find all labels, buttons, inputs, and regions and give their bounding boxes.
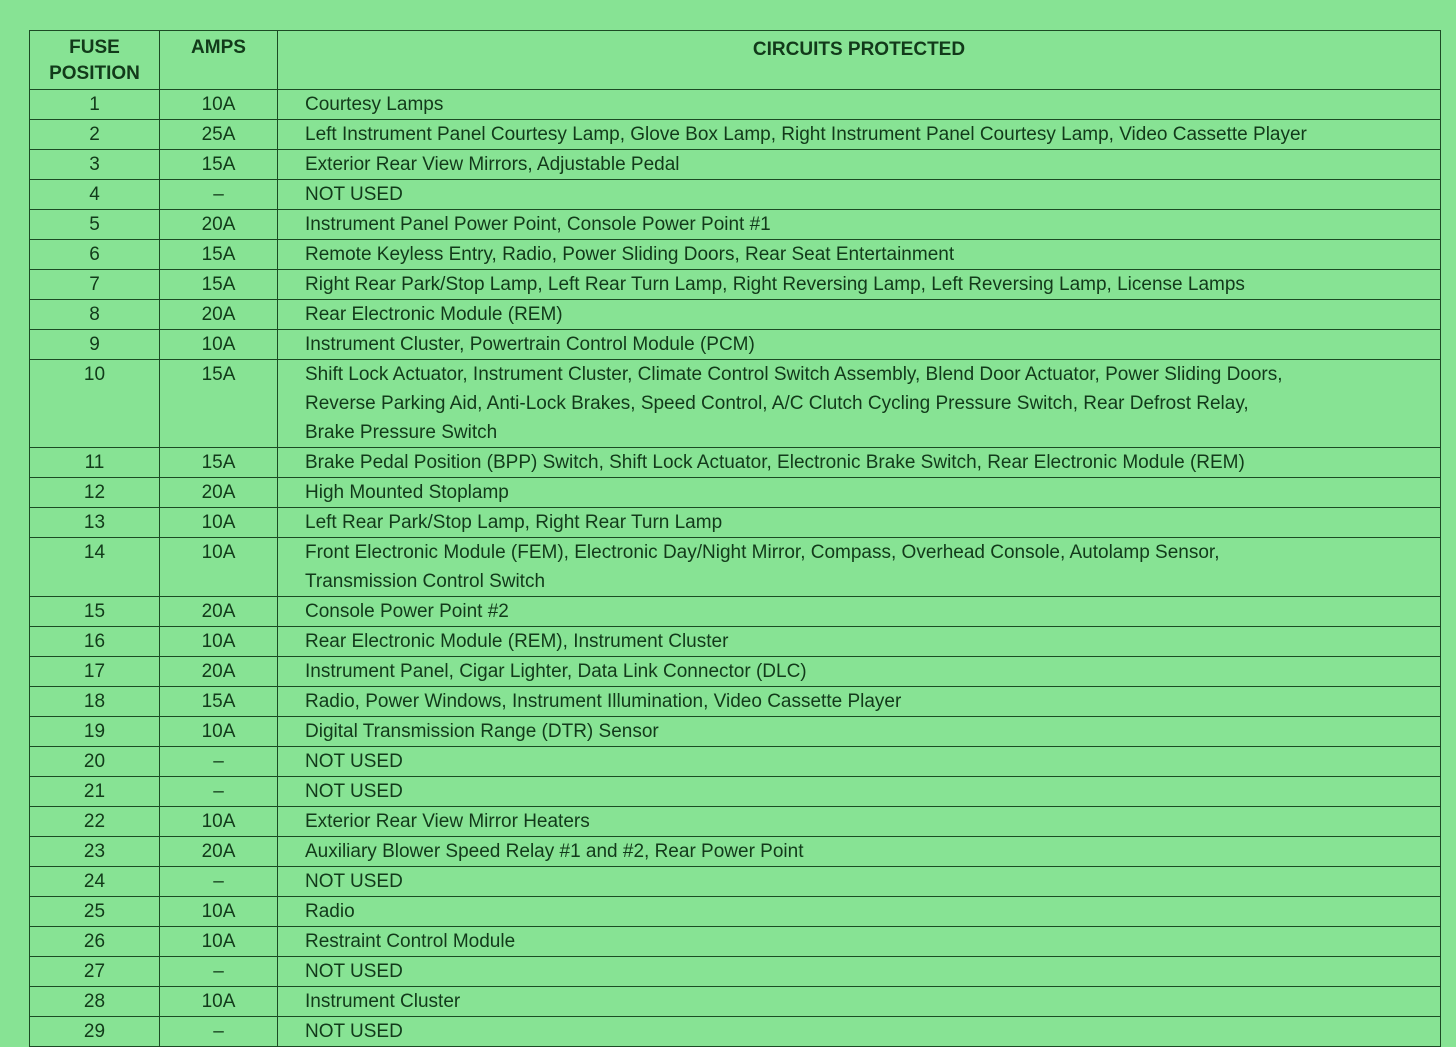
table-row	[30, 777, 1441, 807]
circuit-line: Exterior Rear View Mirror Heaters	[305, 811, 590, 832]
circuit-line: Auxiliary Blower Speed Relay #1 and #2, Rear Power Point	[305, 841, 804, 862]
fuse-position-cell: 25	[30, 897, 160, 927]
fuse-position-cell: 1	[30, 90, 160, 120]
circuits-cell	[278, 360, 1441, 448]
circuit-line: Instrument Cluster	[305, 991, 461, 1012]
fuse-position-cell: 20	[30, 747, 160, 777]
amps-cell: 10A	[160, 807, 278, 837]
fuse-position-cell: 27	[30, 957, 160, 987]
amps-cell: 20A	[160, 478, 278, 508]
fuse-position-cell: 11	[30, 448, 160, 478]
table-row	[30, 867, 1441, 897]
fuse-position-cell: 8	[30, 300, 160, 330]
table-row	[30, 717, 1441, 747]
circuits-cell	[278, 1017, 1441, 1047]
amps-cell: 20A	[160, 210, 278, 240]
circuit-line: Exterior Rear View Mirrors, Adjustable Pedal	[305, 154, 680, 175]
circuits-cell	[278, 717, 1441, 747]
amps-cell: 15A	[160, 150, 278, 180]
fuse-position-cell: 15	[30, 597, 160, 627]
fuse-position-cell: 14	[30, 538, 160, 597]
table-row	[30, 1017, 1441, 1047]
fuse-position-cell: 23	[30, 837, 160, 867]
circuit-line: Front Electronic Module (FEM), Electronic Day/Night Mirror, Compass, Overhead Console, Autolamp Sensor,	[305, 542, 1220, 563]
fuse-position-cell: 24	[30, 867, 160, 897]
table-row	[30, 90, 1441, 120]
fuse-position-cell: 12	[30, 478, 160, 508]
header-fuse-position-line: FUSE	[69, 37, 120, 58]
circuits-cell	[278, 807, 1441, 837]
fuse-position-cell: 6	[30, 240, 160, 270]
circuit-line: Instrument Panel, Cigar Lighter, Data Link Connector (DLC)	[305, 661, 807, 682]
table-row	[30, 987, 1441, 1017]
amps-cell: 20A	[160, 597, 278, 627]
amps-cell: 10A	[160, 627, 278, 657]
circuit-line: High Mounted Stoplamp	[305, 482, 509, 503]
circuits-cell	[278, 180, 1441, 210]
amps-cell: 15A	[160, 448, 278, 478]
circuits-cell	[278, 210, 1441, 240]
circuit-line: Brake Pedal Position (BPP) Switch, Shift Lock Actuator, Electronic Brake Switch, Rear Electronic Module (REM)	[305, 452, 1245, 473]
table-row	[30, 837, 1441, 867]
circuits-cell	[278, 150, 1441, 180]
circuits-cell	[278, 867, 1441, 897]
table-row	[30, 210, 1441, 240]
circuit-line: Instrument Panel Power Point, Console Power Point #1	[305, 214, 771, 235]
fuse-position-cell: 16	[30, 627, 160, 657]
circuit-line: NOT USED	[305, 751, 403, 772]
table-header	[30, 31, 1441, 90]
circuits-cell	[278, 837, 1441, 867]
amps-cell: 15A	[160, 360, 278, 448]
table-row	[30, 300, 1441, 330]
header-fuse-position	[30, 31, 160, 90]
amps-cell: 15A	[160, 270, 278, 300]
circuit-line: NOT USED	[305, 1021, 403, 1042]
circuit-line: Restraint Control Module	[305, 931, 516, 952]
table-row	[30, 657, 1441, 687]
circuits-cell	[278, 330, 1441, 360]
amps-cell: 15A	[160, 687, 278, 717]
amps-cell: 25A	[160, 120, 278, 150]
circuits-cell	[278, 897, 1441, 927]
circuit-line: NOT USED	[305, 184, 403, 205]
circuits-cell	[278, 508, 1441, 538]
fuse-position-cell: 18	[30, 687, 160, 717]
circuits-cell	[278, 627, 1441, 657]
table-row	[30, 747, 1441, 777]
circuit-line: Remote Keyless Entry, Radio, Power Sliding Doors, Rear Seat Entertainment	[305, 244, 955, 265]
amps-cell: 10A	[160, 987, 278, 1017]
table-row	[30, 478, 1441, 508]
amps-cell: –	[160, 957, 278, 987]
circuit-line: Shift Lock Actuator, Instrument Cluster, Climate Control Switch Assembly, Blend Door Actuator, Power Sliding Doors,	[305, 364, 1283, 385]
fuse-position-cell: 13	[30, 508, 160, 538]
amps-cell: –	[160, 777, 278, 807]
circuit-line: Instrument Cluster, Powertrain Control Module (PCM)	[305, 334, 755, 355]
circuit-line: NOT USED	[305, 961, 403, 982]
circuit-line: NOT USED	[305, 781, 403, 802]
fuse-position-cell: 3	[30, 150, 160, 180]
circuit-line: Reverse Parking Aid, Anti-Lock Brakes, Speed Control, A/C Clutch Cycling Pressure Switch, Rear Defrost Relay,	[305, 393, 1249, 414]
circuits-cell	[278, 538, 1441, 597]
table-row	[30, 270, 1441, 300]
table-row	[30, 807, 1441, 837]
fuse-position-cell: 10	[30, 360, 160, 448]
amps-cell: 10A	[160, 90, 278, 120]
amps-cell: 10A	[160, 927, 278, 957]
table-row	[30, 120, 1441, 150]
table-row	[30, 448, 1441, 478]
header-fuse-position-line: POSITION	[49, 63, 140, 84]
circuits-cell	[278, 927, 1441, 957]
circuits-cell	[278, 90, 1441, 120]
circuits-cell	[278, 687, 1441, 717]
table-body	[30, 90, 1441, 1047]
amps-cell: 10A	[160, 538, 278, 597]
circuit-line: Courtesy Lamps	[305, 94, 444, 115]
fuse-position-cell: 26	[30, 927, 160, 957]
amps-cell: 10A	[160, 508, 278, 538]
circuit-line: Right Rear Park/Stop Lamp, Left Rear Turn Lamp, Right Reversing Lamp, Left Reversing Lamp, License Lamps	[305, 274, 1245, 295]
circuits-cell	[278, 478, 1441, 508]
circuits-cell	[278, 987, 1441, 1017]
fuse-position-cell: 17	[30, 657, 160, 687]
circuits-cell	[278, 300, 1441, 330]
fuse-position-cell: 4	[30, 180, 160, 210]
amps-cell: –	[160, 747, 278, 777]
circuit-line: NOT USED	[305, 871, 403, 892]
table-row	[30, 508, 1441, 538]
table-row	[30, 538, 1441, 597]
amps-cell: 10A	[160, 717, 278, 747]
fuse-position-cell: 19	[30, 717, 160, 747]
circuit-line: Radio, Power Windows, Instrument Illumination, Video Cassette Player	[305, 691, 902, 712]
amps-cell: 10A	[160, 897, 278, 927]
circuit-line: Rear Electronic Module (REM), Instrument Cluster	[305, 631, 729, 652]
circuits-cell	[278, 240, 1441, 270]
amps-cell: 20A	[160, 300, 278, 330]
amps-cell: 15A	[160, 240, 278, 270]
circuit-line: Console Power Point #2	[305, 601, 509, 622]
table-row	[30, 627, 1441, 657]
circuit-line: Rear Electronic Module (REM)	[305, 304, 563, 325]
table-row	[30, 687, 1441, 717]
amps-cell: 20A	[160, 837, 278, 867]
table-row	[30, 897, 1441, 927]
amps-cell: –	[160, 867, 278, 897]
table-row	[30, 360, 1441, 448]
circuit-line: Transmission Control Switch	[305, 571, 546, 592]
amps-cell: –	[160, 1017, 278, 1047]
fuse-position-cell: 22	[30, 807, 160, 837]
table-row	[30, 957, 1441, 987]
circuits-cell	[278, 597, 1441, 627]
circuits-cell	[278, 657, 1441, 687]
header-row	[30, 31, 1441, 90]
circuit-line: Digital Transmission Range (DTR) Sensor	[305, 721, 659, 742]
amps-cell: –	[160, 180, 278, 210]
circuits-cell	[278, 120, 1441, 150]
amps-cell: 10A	[160, 330, 278, 360]
table-row	[30, 597, 1441, 627]
circuits-cell	[278, 448, 1441, 478]
table-row	[30, 240, 1441, 270]
circuit-line: Left Rear Park/Stop Lamp, Right Rear Turn Lamp	[305, 512, 723, 533]
fuse-position-cell: 21	[30, 777, 160, 807]
circuits-cell	[278, 957, 1441, 987]
circuits-cell	[278, 777, 1441, 807]
fuse-position-cell: 29	[30, 1017, 160, 1047]
fuse-table	[29, 30, 1441, 1047]
circuit-line: Brake Pressure Switch	[305, 422, 498, 443]
table-row	[30, 180, 1441, 210]
table-row	[30, 150, 1441, 180]
header-circuits-protected: CIRCUITS PROTECTED	[278, 31, 1441, 90]
fuse-position-cell: 28	[30, 987, 160, 1017]
amps-cell: 20A	[160, 657, 278, 687]
fuse-position-cell: 2	[30, 120, 160, 150]
fuse-position-cell: 7	[30, 270, 160, 300]
table-row	[30, 927, 1441, 957]
fuse-position-cell: 9	[30, 330, 160, 360]
circuit-line: Left Instrument Panel Courtesy Lamp, Glove Box Lamp, Right Instrument Panel Courtesy Lamp, Video Cassette Player	[305, 124, 1307, 145]
circuits-cell	[278, 270, 1441, 300]
header-amps: AMPS	[160, 31, 278, 90]
table-row	[30, 330, 1441, 360]
circuits-cell	[278, 747, 1441, 777]
circuit-line: Radio	[305, 901, 355, 922]
fuse-position-cell: 5	[30, 210, 160, 240]
